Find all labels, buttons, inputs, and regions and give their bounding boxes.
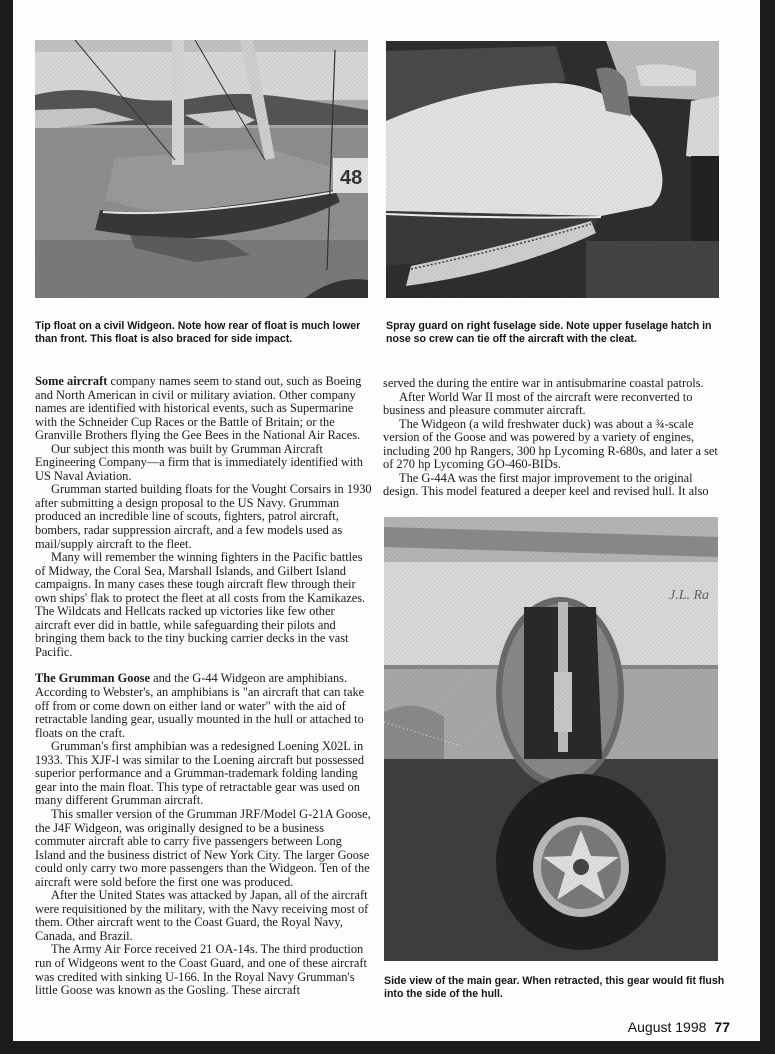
page-footer bbox=[628, 1019, 730, 1035]
article-paragraph: This smaller version of the Grumman JRF/Model G-21A Goose, the J4F Widgeon, was originally designed to be a business commuter aircraft able to carry five passengers between Long Island and the business district of New York City. The larger Goose could only carry two more passengers than the Widgeon. Ten of the aircraft were sold before the first one was produced. bbox=[35, 806, 371, 889]
article-paragraph: Grumman started building floats for the Vought Corsairs in 1930 after submitting a design proposal to the US Navy. Grumman produced an incredible line of scouts, fighters, patrol aircraft, bombers, radar suppression aircraft, and a few models used as mail/supply aircraft to the fleet. bbox=[35, 482, 372, 551]
article-paragraph: After World War II most of the aircraft were reconverted to business and pleasure commuter aircraft. bbox=[383, 389, 693, 418]
caption-tip-float: Tip float on a civil Widgeon. Note how rear of float is much lower than front. This float is also braced for side impact. bbox=[35, 320, 361, 345]
article-paragraph: served the during the entire war in antisubmarine coastal patrols. bbox=[383, 376, 704, 390]
article-column-left bbox=[35, 375, 373, 998]
photo-tip-float bbox=[35, 40, 368, 298]
section-lead-in: The Grumman Goose bbox=[35, 671, 150, 686]
article-paragraph: Grumman's first amphibian was a redesigned Loening X02L in 1933. This XJF-l was similar to the Loening aircraft but possessed superior performance and a Grumman-trademark folding landing gear into the main float. This type of retractable gear was used on many different Grumman aircraft. bbox=[35, 739, 365, 808]
article-paragraph: After the United States was attacked by Japan, all of the aircraft were requisitioned by the military, with the Navy receiving most of them. Other aircraft went to the Coast Guard, the Royal Navy, Canada, and Brazil. bbox=[35, 888, 369, 943]
article-paragraph: Some aircraft company names seem to stand out, such as Boeing and North American in civil or military aviation. Other company names are identified with historical events, such as Supermarine with the Schneider Cup Races or the Battle of Britain; or the Granville Brothers flying the Gee Bees in the National Air Races. bbox=[35, 374, 362, 443]
photo-main-gear bbox=[384, 517, 718, 961]
caption-main-gear: Side view of the main gear. When retracted, this gear would fit flush into the side of the hull. bbox=[384, 975, 725, 1000]
article-paragraph: The Grumman Goose and the G-44 Widgeon are amphibians. According to Webster's, an amphibians is "an aircraft that can take off from or come down on either land or water" with the aid of retractable landing gear, usually mounted in the hull or attached to floats on the craft. bbox=[35, 671, 365, 740]
magazine-page bbox=[13, 0, 760, 1041]
issue-date: August 1998 bbox=[627, 1019, 707, 1035]
photo-spray-guard bbox=[386, 41, 719, 298]
article-paragraph: Many will remember the winning fighters in the Pacific battles of Midway, the Coral Sea, Marshall Islands, and Gilbert Island campaigns. In many cases these tough aircraft flew through their own ships' flak to protect the fleet at all costs from the Kamikazes. The Wildcats and Hellcats racked up victories like few other aircraft ever did in battle, while safeguarding their pilots and bringing them back to the tiny bucking carrier decks in the vast Pacific. bbox=[35, 550, 366, 659]
lead-in: Some aircraft bbox=[35, 374, 108, 388]
article-paragraph: The Army Air Force received 21 OA-14s. The third production run of Widgeons went to the Coast Guard, and one of these aircraft was credited with sinking U-166. In the Royal Navy Grumman's little Goose was known as the Gosling. These aircraft bbox=[35, 942, 367, 998]
caption-spray-guard: Spray guard on right fuselage side. Note upper fuselage hatch in nose so crew can tie off the aircraft with the cleat. bbox=[386, 320, 712, 345]
article-paragraph: The Widgeon (a wild freshwater duck) was about a ¾-scale version of the Goose and was powered by a variety of engines, including 200 hp Rangers, 300 hp Lycoming R-680s, and later a set of 270 hp Lycoming GO-460-BIDs. bbox=[383, 416, 718, 472]
article-paragraph: The G-44A was the first major improvement to the original design. This model featured a deeper keel and revised hull. It also bbox=[383, 470, 709, 499]
page-number: 77 bbox=[714, 1019, 730, 1035]
article-paragraph: Our subject this month was built by Grumman Aircraft Engineering Company—a firm that is immediately identified with US Naval Aviation. bbox=[35, 441, 363, 483]
article-column-right bbox=[383, 377, 723, 499]
